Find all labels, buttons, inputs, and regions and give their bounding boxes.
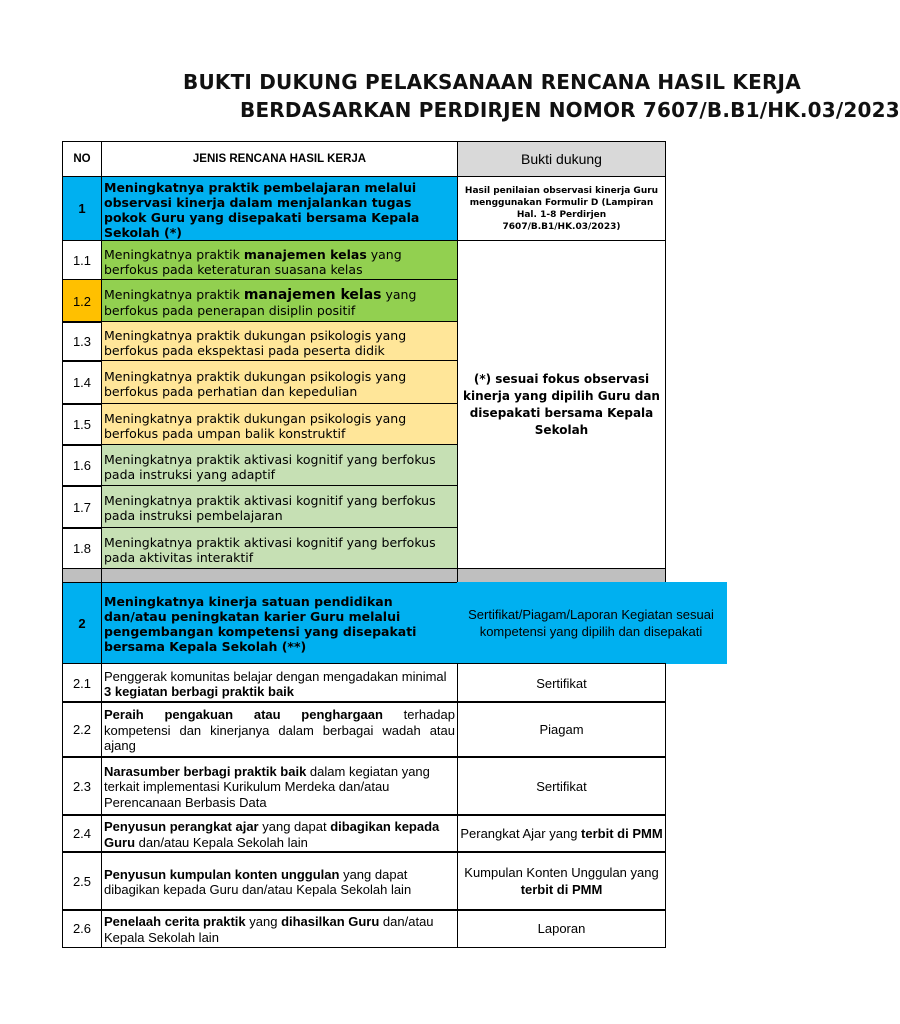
separator-cell — [62, 568, 102, 583]
row-desc-bold: Penyusun kumpulan konten unggulan — [104, 866, 340, 882]
row-desc — [101, 279, 458, 323]
separator-cell — [101, 568, 458, 583]
row-no: 1.7 — [62, 485, 102, 529]
row-desc — [101, 403, 458, 446]
row-bukti-text: Laporan — [537, 921, 586, 936]
row-desc — [101, 444, 458, 487]
row-desc-bold: manajemen kelas — [243, 286, 382, 303]
row-desc-bold: Narasumber berbagi praktik baik — [104, 763, 307, 779]
row-no: 1.2 — [62, 279, 102, 323]
row-no: 1.1 — [62, 240, 102, 281]
row-desc-text: Meningkatnya praktik — [104, 246, 244, 262]
row-desc-text: Meningkatnya praktik aktivasi kognitif yang berfokus pada instruksi pembelajaran — [104, 493, 436, 523]
section-1-desc: Meningkatnya praktik pembelajaran melalui observasi kinerja dalam menjalankan tugas pokok Guru yang disepakati bersama Kepala Sekolah (*) — [101, 176, 458, 241]
section-1-no: 1 — [62, 176, 102, 241]
row-desc — [101, 360, 458, 405]
row-no: 1.5 — [62, 403, 102, 446]
row-no: 2.4 — [62, 814, 102, 853]
row-desc — [101, 485, 458, 529]
row-desc-text: Meningkatnya praktik aktivasi kognitif yang berfokus pada instruksi yang adaptif — [104, 451, 436, 482]
row-bukti-text: Kumpulan Konten Unggulan yang — [464, 865, 659, 880]
row-desc-bold: Peraih pengakuan atau penghargaan — [104, 707, 383, 723]
row-desc-text: terhadap kompetensi dan kinerjanya dalam berbagai wadah atau ajang — [104, 707, 455, 754]
row-desc — [101, 909, 458, 948]
row-desc-bold: manajemen kelas — [243, 246, 367, 262]
row-desc-text: dan/atau Kepala Sekolah lain — [135, 834, 308, 850]
row-bukti-text: Piagam — [539, 722, 584, 737]
row-bukti — [457, 663, 666, 703]
row-desc-text: Meningkatnya praktik dukungan psikologis yang berfokus pada umpan balik konstruktif — [104, 410, 407, 441]
row-desc-text: dan/atau Kepala Sekolah lain — [104, 914, 434, 945]
row-desc-text: Meningkatnya praktik — [104, 286, 244, 302]
row-desc-bold: Penelaah cerita praktik — [104, 914, 246, 929]
row-no: 1.8 — [62, 527, 102, 570]
row-desc — [101, 527, 458, 570]
page-title-line-2: BERDASARKAN PERDIRJEN NOMOR 7607/B.B1/HK.03/2023 — [240, 98, 900, 122]
row-desc-text: yang dapat dibagikan kepada Guru dan/atau Kepala Sekolah lain — [104, 866, 412, 897]
row-desc-text: Meningkatnya praktik dukungan psikologis yang berfokus pada perhatian dan kepedulian — [104, 368, 407, 399]
row-bukti — [457, 909, 666, 948]
row-desc — [101, 814, 458, 853]
header-bukti: Bukti dukung — [457, 141, 666, 177]
row-no: 2.5 — [62, 851, 102, 911]
row-desc-bold: dihasilkan Guru — [281, 914, 380, 929]
row-desc — [101, 321, 458, 362]
row-desc-text: Meningkatnya praktik dukungan psikologis yang berfokus pada ekspektasi pada peserta didik — [104, 327, 407, 358]
row-desc — [101, 701, 458, 758]
section-2-desc: Meningkatnya kinerja satuan pendidikan dan/atau peningkatan karier Guru melalui pengembangan kompetensi yang disepakati bersama Kepala Sekolah (**) — [101, 582, 458, 664]
section-2-bukti: Sertifikat/Piagam/Laporan Kegiatan sesuai kompetensi yang dipilih dan disepakati — [457, 582, 727, 664]
row-desc — [101, 663, 458, 703]
row-desc-text: yang berfokus pada penerapan disiplin positif — [104, 286, 417, 318]
row-no: 2.3 — [62, 756, 102, 816]
row-desc-bold: dibagikan kepada Guru — [104, 819, 440, 850]
row-no: 1.6 — [62, 444, 102, 487]
row-no: 1.3 — [62, 321, 102, 362]
row-bukti-text: Perangkat Ajar yang — [460, 826, 582, 841]
row-bukti — [457, 851, 666, 911]
header-no: NO — [62, 141, 102, 177]
separator-cell — [457, 568, 666, 583]
row-no: 2.6 — [62, 909, 102, 948]
row-desc — [101, 851, 458, 911]
row-desc-text: yang dapat — [258, 819, 331, 834]
row-no: 1.4 — [62, 360, 102, 405]
row-bukti-text: Sertifikat — [536, 778, 587, 794]
section-2-no: 2 — [62, 582, 102, 664]
row-desc-text: Meningkatnya praktik aktivasi kognitif yang berfokus pada aktivitas interaktif — [104, 534, 436, 565]
section-1-note: (*) sesuai fokus observasi kinerja yang dipilih Guru dan disepakati bersama Kepala Sekolah — [457, 240, 666, 569]
row-bukti-text: Sertifikat — [536, 675, 587, 691]
row-no: 2.2 — [62, 701, 102, 758]
row-desc-text: Penggerak komunitas belajar dengan mengadakan minimal — [104, 668, 447, 684]
row-desc-bold: 3 kegiatan berbagi praktik baik — [104, 684, 295, 699]
section-1-bukti: Hasil penilaian observasi kinerja Guru menggunakan Formulir D (Lampiran Hal. 1-8 Perdirjen 7607/B.B1/HK.03/2023) — [457, 176, 666, 241]
row-desc — [101, 756, 458, 816]
row-desc-text: yang berfokus pada keteraturan suasana kelas — [104, 246, 402, 277]
row-bukti-bold: terbit di PMM — [581, 826, 663, 841]
row-desc-text: yang — [245, 914, 282, 929]
row-desc — [101, 240, 458, 281]
row-desc-text: dalam kegiatan yang terkait implementasi Kurikulum Merdeka dan/atau Perencanaan Berbasis Data — [104, 763, 430, 810]
row-no: 2.1 — [62, 663, 102, 703]
header-jenis: JENIS RENCANA HASIL KERJA — [101, 141, 458, 177]
page-title-line-1: BUKTI DUKUNG PELAKSANAAN RENCANA HASIL KERJA — [183, 70, 801, 94]
row-bukti — [457, 701, 666, 758]
row-bukti — [457, 814, 666, 853]
row-desc-bold: Penyusun perangkat ajar — [104, 819, 259, 834]
row-bukti — [457, 756, 666, 816]
row-bukti-bold: terbit di PMM — [520, 882, 603, 897]
